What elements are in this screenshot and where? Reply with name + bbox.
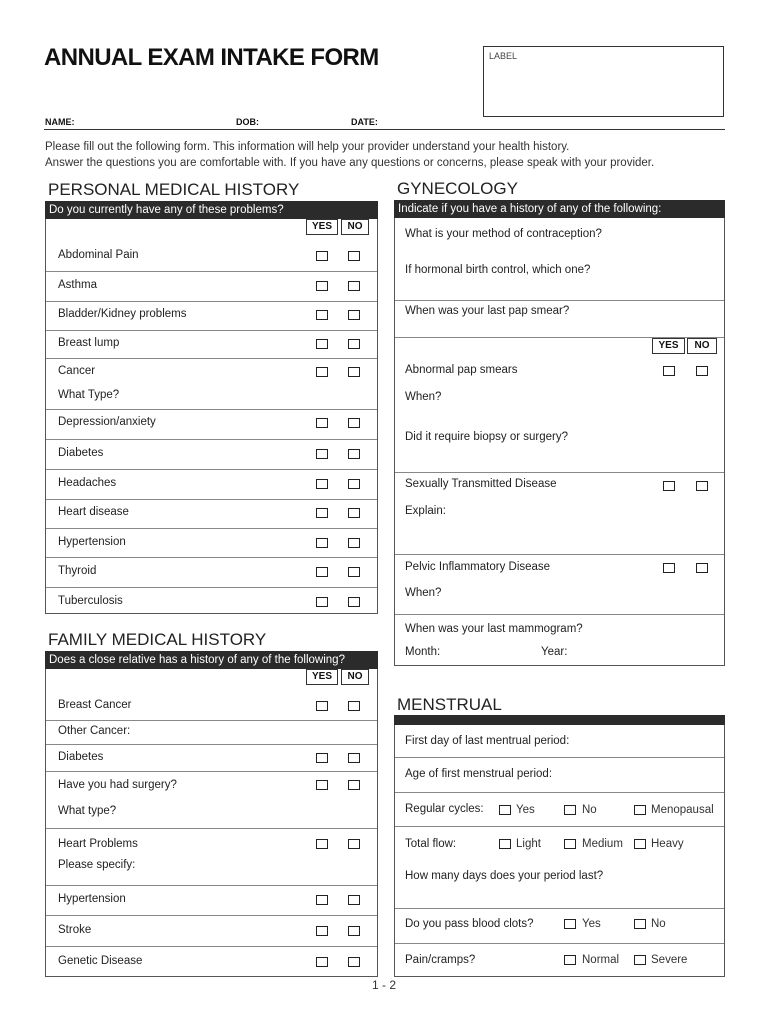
gynecology-question: Indicate if you have a history of any of the following: — [394, 200, 725, 218]
row-divider — [395, 943, 724, 944]
personal-item-tuberculosis: Tuberculosis — [58, 595, 123, 607]
gyn-item-pap-when: When? — [405, 391, 442, 403]
personal-thyroid-yes[interactable] — [316, 567, 328, 577]
row-divider — [395, 554, 724, 555]
date-field-label: DATE: — [351, 117, 378, 127]
personal-diabetes-no[interactable] — [348, 449, 360, 459]
row-divider — [46, 469, 377, 470]
gyn-item-mammogram: When was your last mammogram? — [405, 623, 583, 635]
personal-thyroid-no[interactable] — [348, 567, 360, 577]
menstrual-title: MENSTRUAL — [397, 695, 502, 714]
personal-asthma-no[interactable] — [348, 281, 360, 291]
men-item-blood-clots: Do you pass blood clots? — [405, 918, 534, 930]
menstrual-box — [394, 725, 725, 977]
gyn-pid-no[interactable] — [696, 563, 708, 573]
personal-hypertension-yes[interactable] — [316, 538, 328, 548]
personal-hypertension-no[interactable] — [348, 538, 360, 548]
menstrual-header-bar — [394, 715, 725, 725]
page-number: 1 - 2 — [372, 978, 397, 992]
gyn-yes-header: YES — [652, 338, 685, 354]
personal-cancer-yes[interactable] — [316, 367, 328, 377]
label-box-caption: LABEL — [489, 51, 518, 61]
gynecology-title: GYNECOLOGY — [397, 179, 518, 198]
personal-heart-disease-no[interactable] — [348, 508, 360, 518]
family-item-diabetes: Diabetes — [58, 751, 104, 763]
family-history-box — [45, 669, 378, 977]
gyn-std-no[interactable] — [696, 481, 708, 491]
row-divider — [46, 439, 377, 440]
personal-cancer-no[interactable] — [348, 367, 360, 377]
gyn-std-yes[interactable] — [663, 481, 675, 491]
row-divider — [46, 409, 377, 410]
family-item-other-cancer: Other Cancer: — [58, 725, 131, 737]
gyn-pid-yes[interactable] — [663, 563, 675, 573]
personal-history-question: Do you currently have any of these problems? — [45, 201, 378, 219]
gyn-item-pid: Pelvic Inflammatory Disease — [405, 561, 551, 573]
row-divider — [46, 946, 377, 947]
personal-headaches-yes[interactable] — [316, 479, 328, 489]
personal-diabetes-yes[interactable] — [316, 449, 328, 459]
men-regular-yes-checkbox[interactable] — [499, 805, 511, 815]
personal-item-headaches: Headaches — [58, 477, 117, 489]
family-item-genetic-disease: Genetic Disease — [58, 955, 143, 967]
gyn-item-biopsy: Did it require biopsy or surgery? — [405, 431, 568, 443]
personal-item-asthma: Asthma — [58, 279, 97, 291]
gyn-abnormal-pap-yes[interactable] — [663, 366, 675, 376]
men-flow-heavy-label: Heavy — [651, 838, 684, 850]
men-pain-normal-label: Normal — [582, 954, 620, 966]
family-item-heart-problems: Heart Problems — [58, 838, 138, 850]
family-stroke-yes[interactable] — [316, 926, 328, 936]
personal-item-abdominal-pain: Abdominal Pain — [58, 249, 139, 261]
personal-headaches-no[interactable] — [348, 479, 360, 489]
men-flow-medium-checkbox[interactable] — [564, 839, 576, 849]
row-divider — [46, 528, 377, 529]
family-no-header: NO — [341, 669, 369, 685]
personal-asthma-yes[interactable] — [316, 281, 328, 291]
gyn-abnormal-pap-no[interactable] — [696, 366, 708, 376]
men-flow-light-checkbox[interactable] — [499, 839, 511, 849]
men-pain-normal-checkbox[interactable] — [564, 955, 576, 965]
header-underline — [44, 129, 725, 130]
men-flow-light-label: Light — [516, 838, 541, 850]
personal-tuberculosis-yes[interactable] — [316, 597, 328, 607]
men-item-regular-cycles: Regular cycles: — [405, 803, 484, 815]
men-regular-menopausal-checkbox[interactable] — [634, 805, 646, 815]
personal-abdominal-pain-no[interactable] — [348, 251, 360, 261]
personal-no-header: NO — [341, 219, 369, 235]
family-genetic-disease-no[interactable] — [348, 957, 360, 967]
family-item-stroke: Stroke — [58, 924, 92, 936]
men-item-age-first: Age of first menstrual period: — [405, 768, 553, 780]
gyn-item-contraception: What is your method of contraception? — [405, 228, 602, 240]
personal-item-heart-disease: Heart disease — [58, 506, 129, 518]
family-genetic-disease-yes[interactable] — [316, 957, 328, 967]
intro-line-2: Answer the questions you are comfortable with. If you have any questions or concerns, please speak with your provider. — [45, 157, 655, 169]
personal-breast-lump-yes[interactable] — [316, 339, 328, 349]
men-clots-yes-label: Yes — [582, 918, 601, 930]
personal-depression-anxiety-no[interactable] — [348, 418, 360, 428]
personal-item-bladder-kidney: Bladder/Kidney problems — [58, 308, 187, 320]
intro-line-1: Please fill out the following form. This information will help your provider understand your health history. — [45, 141, 570, 153]
personal-tuberculosis-no[interactable] — [348, 597, 360, 607]
family-heart-problems-yes[interactable] — [316, 839, 328, 849]
row-divider — [46, 330, 377, 331]
personal-depression-anxiety-yes[interactable] — [316, 418, 328, 428]
family-history-title: FAMILY MEDICAL HISTORY — [48, 630, 267, 649]
family-breast-cancer-yes[interactable] — [316, 701, 328, 711]
row-divider — [395, 757, 724, 758]
row-divider — [395, 908, 724, 909]
row-divider — [395, 792, 724, 793]
men-clots-no-checkbox[interactable] — [634, 919, 646, 929]
row-divider — [46, 301, 377, 302]
personal-item-depression-anxiety: Depression/anxiety — [58, 416, 156, 428]
family-item-hypertension: Hypertension — [58, 893, 126, 905]
family-heart-problems-no[interactable] — [348, 839, 360, 849]
personal-abdominal-pain-yes[interactable] — [316, 251, 328, 261]
gyn-item-pid-when: When? — [405, 587, 442, 599]
men-pain-severe-label: Severe — [651, 954, 688, 966]
family-diabetes-yes[interactable] — [316, 753, 328, 763]
family-item-breast-cancer: Breast Cancer — [58, 699, 132, 711]
family-hypertension-no[interactable] — [348, 895, 360, 905]
personal-breast-lump-no[interactable] — [348, 339, 360, 349]
gyn-item-hormonal-bc: If hormonal birth control, which one? — [405, 264, 591, 276]
family-item-heart-specify: Please specify: — [58, 859, 136, 871]
men-regular-yes-label: Yes — [516, 804, 535, 816]
row-divider — [46, 499, 377, 500]
gyn-item-month: Month: — [405, 646, 441, 658]
row-divider — [46, 358, 377, 359]
personal-yes-header: YES — [306, 219, 338, 235]
men-flow-medium-label: Medium — [582, 838, 623, 850]
family-stroke-no[interactable] — [348, 926, 360, 936]
personal-history-title: PERSONAL MEDICAL HISTORY — [48, 180, 300, 199]
row-divider — [46, 885, 377, 886]
family-yes-header: YES — [306, 669, 338, 685]
personal-heart-disease-yes[interactable] — [316, 508, 328, 518]
personal-item-breast-lump: Breast lump — [58, 337, 120, 349]
personal-item-cancer: Cancer — [58, 365, 96, 377]
personal-bladder-kidney-yes[interactable] — [316, 310, 328, 320]
gyn-item-std-explain: Explain: — [405, 505, 446, 517]
family-breast-cancer-no[interactable] — [348, 701, 360, 711]
personal-item-cancer-type: What Type? — [58, 389, 120, 401]
men-item-period-length: How many days does your period last? — [405, 870, 604, 882]
gyn-item-std: Sexually Transmitted Disease — [405, 478, 557, 490]
men-clots-yes-checkbox[interactable] — [564, 919, 576, 929]
family-history-question: Does a close relative has a history of any of the following? — [45, 651, 378, 669]
men-pain-severe-checkbox[interactable] — [634, 955, 646, 965]
men-flow-heavy-checkbox[interactable] — [634, 839, 646, 849]
row-divider — [46, 720, 377, 721]
row-divider — [46, 557, 377, 558]
family-surgery-no[interactable] — [348, 780, 360, 790]
row-divider — [46, 744, 377, 745]
gyn-item-last-pap: When was your last pap smear? — [405, 305, 570, 317]
personal-bladder-kidney-no[interactable] — [348, 310, 360, 320]
row-divider — [46, 771, 377, 772]
men-item-total-flow: Total flow: — [405, 838, 457, 850]
family-hypertension-yes[interactable] — [316, 895, 328, 905]
personal-item-hypertension: Hypertension — [58, 536, 126, 548]
personal-item-diabetes: Diabetes — [58, 447, 104, 459]
row-divider — [395, 472, 724, 473]
row-divider — [46, 915, 377, 916]
family-surgery-yes[interactable] — [316, 780, 328, 790]
personal-item-thyroid: Thyroid — [58, 565, 97, 577]
row-divider — [46, 587, 377, 588]
gyn-item-abnormal-pap: Abnormal pap smears — [405, 364, 518, 376]
men-regular-no-checkbox[interactable] — [564, 805, 576, 815]
row-divider — [395, 826, 724, 827]
men-item-pain-cramps: Pain/cramps? — [405, 954, 476, 966]
men-regular-no-label: No — [582, 804, 597, 816]
row-divider — [395, 614, 724, 615]
family-diabetes-no[interactable] — [348, 753, 360, 763]
family-item-surgery: Have you had surgery? — [58, 779, 177, 791]
men-regular-menopausal-label: Menopausal — [651, 804, 714, 816]
row-divider — [395, 300, 724, 301]
row-divider — [46, 828, 377, 829]
row-divider — [46, 271, 377, 272]
name-field-label: NAME: — [45, 117, 75, 127]
dob-field-label: DOB: — [236, 117, 259, 127]
gyn-no-header: NO — [687, 338, 717, 354]
gyn-item-year: Year: — [541, 646, 568, 658]
family-item-surgery-type: What type? — [58, 805, 117, 817]
form-title: ANNUAL EXAM INTAKE FORM — [44, 44, 379, 71]
men-item-first-day: First day of last mentrual period: — [405, 735, 570, 747]
men-clots-no-label: No — [651, 918, 666, 930]
label-box — [483, 46, 724, 117]
